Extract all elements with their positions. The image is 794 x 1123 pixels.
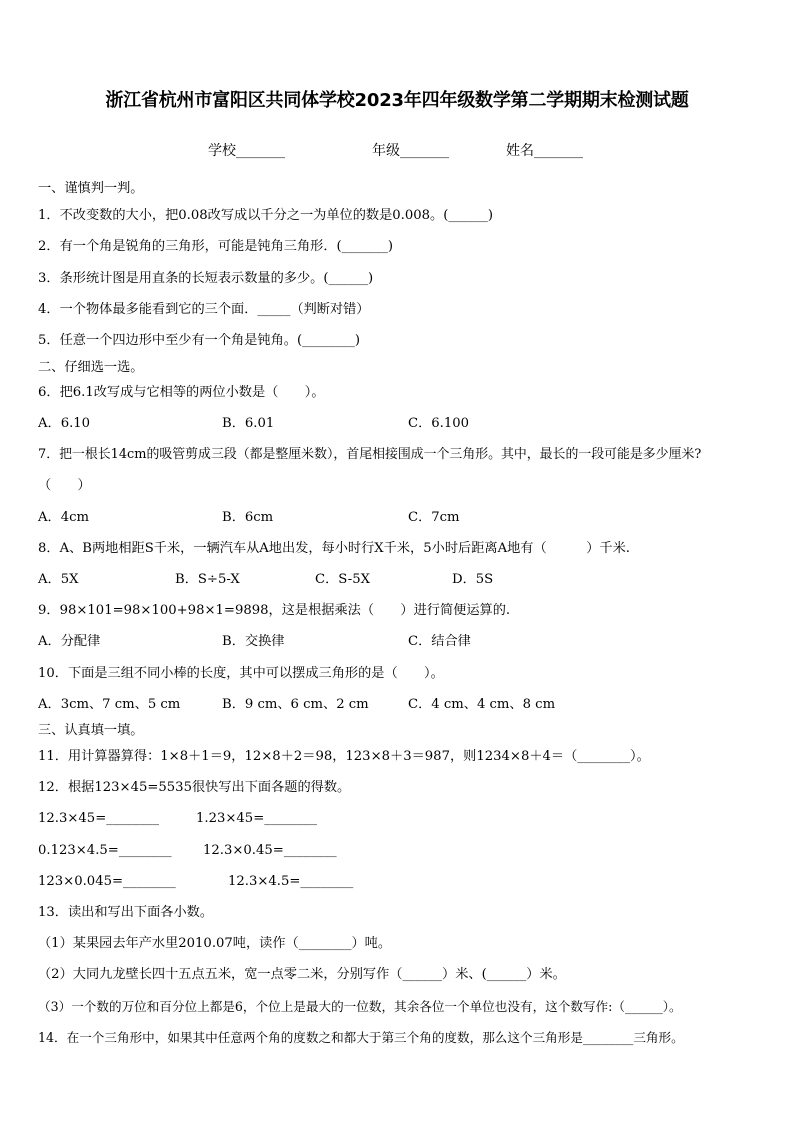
q12-item-f: 12.3×4.5=________ — [228, 874, 354, 889]
q7-option-a: A．4cm — [38, 510, 89, 525]
question-13-part-1: （1）某果园去年产水里2010.07吨，读作（________）吨。 — [38, 936, 392, 951]
q6-option-a: A．6.10 — [38, 416, 91, 431]
q12-item-b: 1.23×45=________ — [196, 811, 317, 826]
question-7-bracket: （ ） — [38, 478, 91, 493]
q12-item-a: 12.3×45=________ — [38, 811, 159, 826]
question-11: 11．用计算器算得：1×8＋1＝9，12×8＋2＝98，123×8＋3＝987，则1234×8＋4＝（________）。 — [38, 749, 650, 764]
q9-option-a: A．分配律 — [38, 634, 101, 649]
section-heading-1: 一、谨慎判一判。 — [38, 181, 144, 196]
q7-option-c: C．7cm — [408, 510, 460, 525]
question-13: 13．读出和写出下面各小数。 — [38, 905, 214, 920]
question-5: 5．任意一个四边形中至少有一个角是钝角。(________) — [38, 333, 360, 348]
question-2: 2．有一个角是锐角的三角形，可能是钝角三角形．(_______) — [38, 239, 393, 254]
page-title: 浙江省杭州市富阳区共同体学校2023年四年级数学第二学期期末检测试题 — [105, 90, 689, 111]
q9-option-c: C．结合律 — [408, 634, 471, 649]
question-1: 1．不改变数的大小，把0.08改写成以千分之一为单位的数是0.008。(______) — [38, 208, 494, 223]
question-3: 3．条形统计图是用直条的长短表示数量的多少。(______) — [38, 271, 374, 286]
question-12: 12．根据123×45=5535很快写出下面各题的得数。 — [38, 780, 351, 795]
q10-option-a: A．3cm、7 cm、5 cm — [38, 697, 181, 712]
grade-field: 年级_______ — [372, 143, 449, 159]
question-13-part-2: （2）大同九龙壁长四十五点五米，宽一点零二米，分别写作（______）米、(______）米。 — [38, 967, 566, 982]
question-9: 9．98×101=98×100+98×1=9898，这是根据乘法（ ）进行简便运算的. — [38, 603, 511, 618]
q12-item-c: 0.123×4.5=________ — [38, 843, 172, 858]
question-7: 7．把一根长14cm的吸管剪成三段（都是整厘米数），首尾相接围成一个三角形。其中，最长的一段可能是多少厘米? — [38, 447, 702, 462]
q6-option-b: B．6.01 — [222, 416, 275, 431]
q6-option-c: C．6.100 — [408, 416, 470, 431]
q8-option-a: A．5X — [38, 572, 79, 587]
q7-option-b: B．6cm — [222, 510, 274, 525]
q12-item-d: 12.3×0.45=________ — [203, 843, 337, 858]
question-4: 4．一个物体最多能看到它的三个面．_____（判断对错） — [38, 302, 370, 317]
q8-option-b: B．S÷5-X — [175, 572, 240, 587]
q10-option-b: B．9 cm、6 cm、2 cm — [222, 697, 369, 712]
q10-option-c: C．4 cm、4 cm、8 cm — [408, 697, 556, 712]
question-14: 14．在一个三角形中，如果其中任意两个角的度数之和都大于第三个角的度数，那么这个三角形是________三角形。 — [38, 1030, 684, 1045]
question-8: 8．A、B两地相距S千米，一辆汽车从A地出发，每小时行X千米，5小时后距离A地有（ ）千米. — [38, 541, 630, 556]
school-field: 学校_______ — [208, 143, 285, 159]
section-heading-3: 三、认真填一填。 — [38, 723, 144, 738]
question-10: 10．下面是三组不同小棒的长度，其中可以摆成三角形的是（ ）。 — [38, 666, 444, 681]
question-13-part-3: （3）一个数的万位和百分位上都是6，个位上是最大的一位数，其余各位一个单位也没有，这个数写作:（______）。 — [38, 999, 682, 1014]
q8-option-c: C．S-5X — [315, 572, 371, 587]
name-field: 姓名_______ — [506, 143, 583, 159]
q12-item-e: 123×0.045=________ — [38, 874, 176, 889]
q8-option-d: D．5S — [452, 572, 494, 587]
q9-option-b: B．交换律 — [222, 634, 285, 649]
question-6: 6．把6.1改写成与它相等的两位小数是（ ）。 — [38, 385, 325, 400]
section-heading-2: 二、仔细选一选。 — [38, 360, 144, 375]
